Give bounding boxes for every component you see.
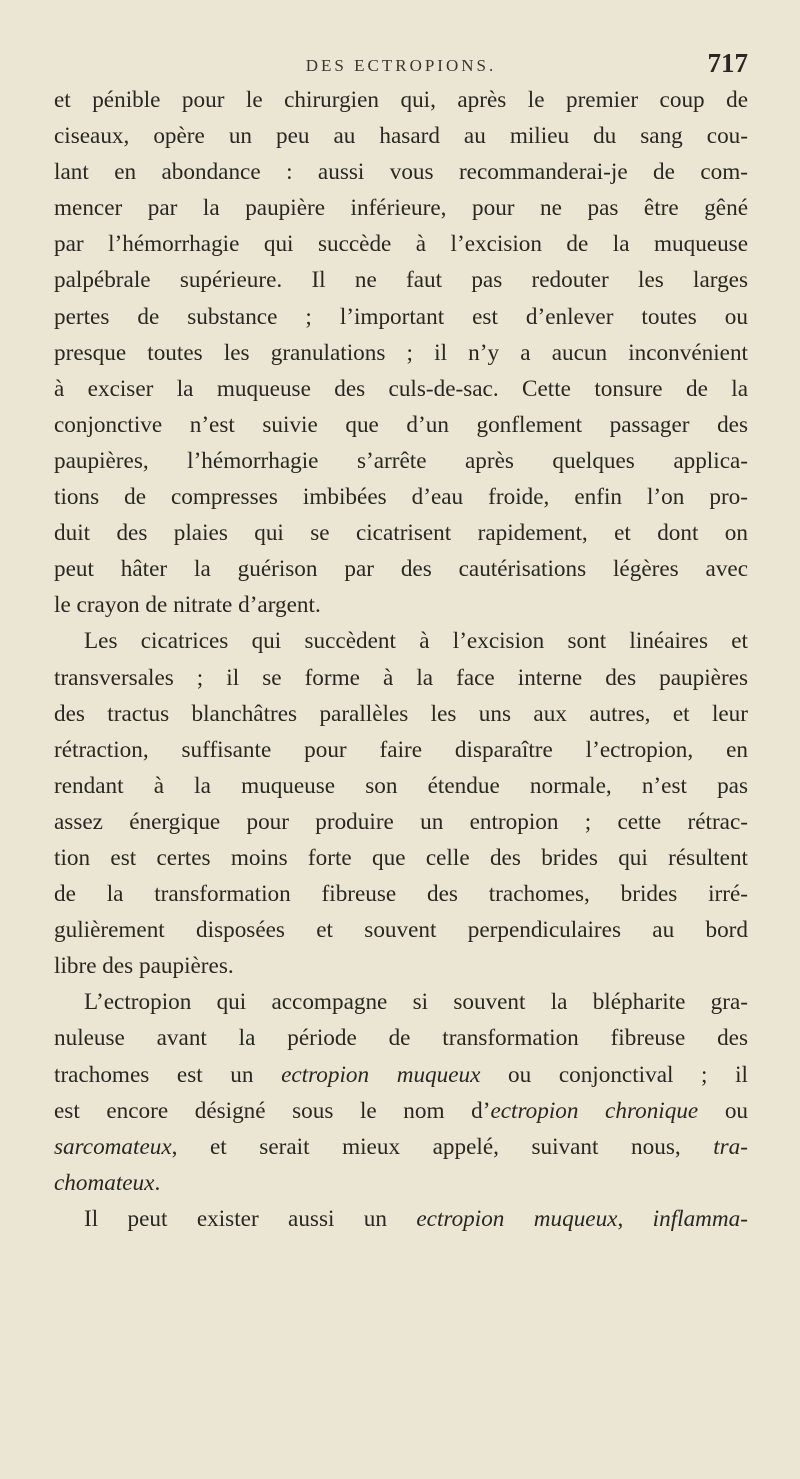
text-line: paupières, l’hémorrhagie s’arrête après quelques applica-: [54, 447, 748, 474]
text-line: [54, 1201, 748, 1237]
text-line: rétraction, suffisante pour faire disparaître l’ectropion, en: [54, 736, 748, 763]
text-line: ciseaux, opère un peu au hasard au milieu du sang cou-: [54, 123, 748, 150]
text-run: ou: [698, 1097, 748, 1124]
text-line: nuleuse avant la période de transformation fibreuse des: [54, 1025, 748, 1052]
italic-term: chomateux: [54, 1169, 155, 1196]
body-text: [54, 82, 748, 1237]
text-line: tions de compresses imbibées d’eau froide, enfin l’on pro-: [54, 484, 748, 511]
text-line: transversales ; il se forme à la face interne des paupières: [54, 664, 748, 691]
text-line: peut hâter la guérison par des cautérisations légères avec: [54, 556, 748, 583]
italic-term: ectropion muqueux: [281, 1061, 481, 1088]
text-line: Les cicatrices qui succèdent à l’excision sont linéaires et: [84, 628, 748, 655]
text-line: palpébrale supérieure. Il ne faut pas redouter les larges: [54, 267, 748, 294]
text-line: le crayon de nitrate d’argent.: [54, 592, 321, 619]
italic-term: ectropion chronique: [490, 1097, 699, 1124]
text-line: L’ectropion qui accompagne si souvent la blépharite gra-: [84, 989, 748, 1016]
page-number: 717: [707, 48, 748, 78]
paragraph-4: [54, 1201, 748, 1237]
italic-term: tra-: [713, 1133, 748, 1160]
italic-term: sarcomateux: [54, 1133, 172, 1160]
text-line: par l’hémorrhagie qui succède à l’excision de la muqueuse: [54, 231, 748, 258]
text-run: .: [154, 1169, 161, 1196]
italic-term: ectropion muqueux: [416, 1205, 618, 1232]
text-run: ou conjonctival ; il: [480, 1061, 748, 1088]
text-line: gulièrement disposées et souvent perpendiculaires au bord: [54, 917, 748, 944]
paragraph-1: [54, 82, 748, 623]
italic-term: inflamma-: [652, 1205, 748, 1232]
text-line: lant en abondance : aussi vous recommanderai-je de com-: [54, 159, 748, 186]
paragraph-3: [54, 984, 748, 1201]
running-head-title: DES ECTROPIONS.: [305, 56, 497, 75]
text-line: des tractus blanchâtres parallèles les uns aux autres, et leur: [54, 700, 748, 727]
text-run: est encore désigné sous le nom d’: [54, 1097, 491, 1124]
text-line: à exciser la muqueuse des culs-de-sac. Cette tonsure de la: [54, 375, 748, 402]
text-line: [54, 1165, 748, 1201]
text-run: , et serait mieux appelé, suivant nous,: [171, 1133, 714, 1160]
text-run: trachomes est un: [54, 1061, 282, 1088]
text-line: assez énergique pour produire un entropion ; cette rétrac-: [54, 808, 748, 835]
text-line: duit des plaies qui se cicatrisent rapidement, et dont on: [54, 520, 748, 547]
text-line: et pénible pour le chirurgien qui, après le premier coup de: [54, 87, 748, 113]
text-line: [54, 1093, 748, 1129]
text-line: de la transformation fibreuse des trachomes, brides irré-: [54, 881, 748, 908]
text-line: tion est certes moins forte que celle des brides qui résultent: [54, 844, 748, 871]
book-page: [0, 48, 800, 1479]
paragraph-2: [54, 623, 748, 984]
text-run: ,: [617, 1205, 653, 1232]
text-line: presque toutes les granulations ; il n’y a aucun inconvénient: [54, 339, 748, 366]
running-head: [54, 48, 748, 78]
text-line: libre des paupières.: [54, 953, 234, 980]
text-line: [54, 1057, 748, 1093]
text-line: pertes de substance ; l’important est d’enlever toutes ou: [54, 303, 748, 330]
text-run: Il peut exister aussi un: [84, 1205, 417, 1232]
text-line: mencer par la paupière inférieure, pour ne pas être gêné: [54, 195, 748, 222]
text-line: rendant à la muqueuse son étendue normale, n’est pas: [54, 772, 748, 799]
text-line: [54, 1129, 748, 1165]
text-line: conjonctive n’est suivie que d’un gonflement passager des: [54, 411, 748, 438]
